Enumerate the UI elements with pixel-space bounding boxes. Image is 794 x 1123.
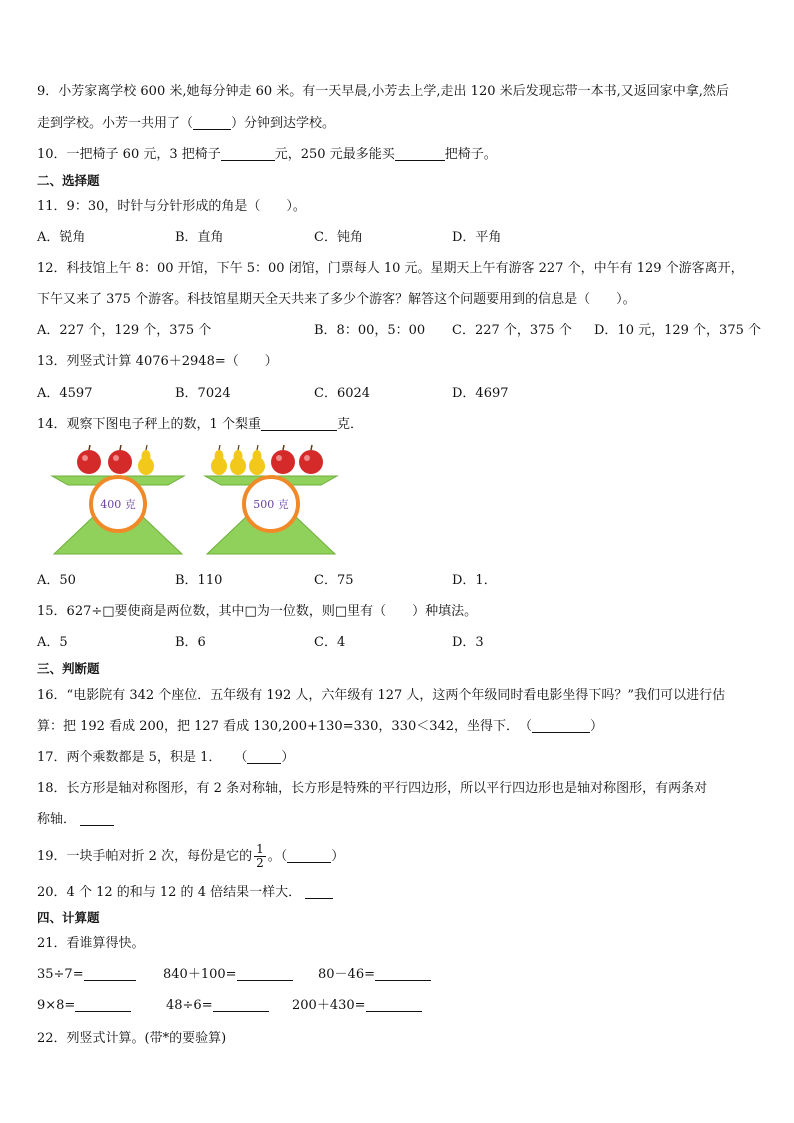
scale-1-reading: 400 克 bbox=[100, 498, 136, 511]
q19-text-c: ） bbox=[331, 849, 345, 864]
q19-line bbox=[37, 842, 344, 872]
q18-answer-blank[interactable] bbox=[80, 811, 114, 826]
q11-option-b[interactable]: B．直角 bbox=[175, 230, 224, 245]
q15-option-d[interactable]: D．3 bbox=[452, 635, 484, 650]
q14-option-a[interactable]: A．50 bbox=[37, 573, 76, 588]
q9-text-a: 走到学校。小芳一共用了（ bbox=[37, 116, 194, 131]
q15-text: 15．627÷□要使商是两位数，其中□为一位数，则□里有（ ）种填法。 bbox=[37, 604, 478, 619]
pear-icon bbox=[230, 445, 246, 475]
q18-line1: 18．长方形是轴对称图形，有 2 条对称轴，长方形是特殊的平行四边形，所以平行四边形也是轴对称图形，有两条对 bbox=[37, 781, 708, 796]
q10-blank-1[interactable] bbox=[221, 146, 275, 161]
q17-text-b: ） bbox=[281, 750, 295, 765]
q21-item-2 bbox=[163, 966, 293, 984]
section-heading-calculation: 四、计算题 bbox=[37, 910, 100, 925]
section-heading-judgement: 三、判断题 bbox=[37, 661, 100, 676]
q14-answer-blank[interactable] bbox=[261, 416, 337, 431]
q16-answer-blank[interactable] bbox=[532, 718, 590, 733]
pear-icon bbox=[249, 445, 265, 475]
apple-icon bbox=[108, 445, 132, 474]
q16-line1: 16．“电影院有 342 个座位．五年级有 192 人，六年级有 127 人，这两个年级同时看电影坐得下吗？”我们可以进行估 bbox=[37, 688, 726, 703]
scale-2-reading: 500 克 bbox=[253, 498, 289, 511]
q21-item-1-blank[interactable] bbox=[84, 966, 136, 981]
q12-option-c[interactable]: C．227 个，375 个 bbox=[452, 323, 572, 338]
q14-options bbox=[37, 572, 767, 590]
q21-item-6-expr: 200＋430= bbox=[292, 998, 366, 1013]
q11-option-c[interactable]: C．钝角 bbox=[314, 230, 363, 245]
q13-option-b[interactable]: B．7024 bbox=[175, 386, 231, 401]
q21-item-5 bbox=[166, 997, 269, 1015]
q15-option-a[interactable]: A．5 bbox=[37, 635, 68, 650]
q21-item-5-expr: 48÷6= bbox=[166, 998, 213, 1013]
q21-item-3 bbox=[318, 966, 431, 984]
apple-icon bbox=[77, 445, 101, 474]
q17-text-a: 17．两个乘数都是 5，积是 1． （ bbox=[37, 750, 248, 765]
q21-item-1-expr: 35÷7= bbox=[37, 967, 84, 982]
q14-option-b[interactable]: B．110 bbox=[175, 573, 223, 588]
q11-option-a[interactable]: A．锐角 bbox=[37, 230, 86, 245]
q12-option-d[interactable]: D．10 元，129 个，375 个 bbox=[594, 323, 761, 338]
q16-text-end: ） bbox=[590, 719, 604, 734]
q19-fraction bbox=[254, 843, 266, 870]
q22-title: 22．列竖式计算。(带*的要验算) bbox=[37, 1031, 227, 1046]
q9-text-b: ）分钟到达学校。 bbox=[231, 116, 336, 131]
q19-denominator: 2 bbox=[256, 856, 264, 870]
q11-text: 11．9：30，时针与分针形成的角是（ ）。 bbox=[37, 199, 306, 214]
q15-option-b[interactable]: B．6 bbox=[175, 635, 206, 650]
q11-options bbox=[37, 229, 767, 247]
q13-option-a[interactable]: A．4597 bbox=[37, 386, 93, 401]
q17-line bbox=[37, 749, 294, 767]
q13-options bbox=[37, 385, 767, 403]
q11-option-d[interactable]: D．平角 bbox=[452, 230, 502, 245]
q14-option-d[interactable]: D．1． bbox=[452, 573, 497, 588]
q10-text-a: 10．一把椅子 60 元，3 把椅子 bbox=[37, 147, 221, 162]
q9-answer-blank[interactable] bbox=[193, 115, 231, 130]
q21-item-2-blank[interactable] bbox=[237, 966, 293, 981]
q10-blank-2[interactable] bbox=[395, 146, 445, 161]
q12-line2: 下午又来了 375 个游客。科技馆星期天全天共来了多少个游客？解答这个问题要用到的信息是（ ）。 bbox=[37, 292, 636, 307]
q10-line bbox=[37, 146, 497, 164]
scale-1-image bbox=[48, 442, 188, 558]
q21-item-5-blank[interactable] bbox=[213, 997, 269, 1012]
q21-item-2-expr: 840＋100= bbox=[163, 967, 237, 982]
q16-line2 bbox=[37, 718, 603, 736]
q12-option-b[interactable]: B．8：00，5：00 bbox=[314, 323, 426, 338]
q21-item-4 bbox=[37, 997, 131, 1015]
q21-item-3-blank[interactable] bbox=[375, 966, 431, 981]
q9-line2 bbox=[37, 115, 335, 133]
scale-2-image bbox=[201, 442, 341, 558]
q21-item-4-expr: 9×8= bbox=[37, 998, 76, 1013]
q21-item-6 bbox=[292, 997, 422, 1015]
q19-answer-blank[interactable] bbox=[287, 848, 331, 863]
q21-item-1 bbox=[37, 966, 136, 984]
q21-item-4-blank[interactable] bbox=[75, 997, 131, 1012]
q19-text-b: 。（ bbox=[267, 849, 288, 864]
q17-answer-blank[interactable] bbox=[247, 749, 281, 764]
apple-icon bbox=[271, 445, 295, 474]
q21-title: 21．看谁算得快。 bbox=[37, 936, 145, 951]
q18-line2 bbox=[37, 811, 114, 829]
q20-text: 20．4 个 12 的和与 12 的 4 倍结果一样大． bbox=[37, 885, 302, 900]
q10-text-c: 把椅子。 bbox=[444, 147, 497, 162]
q12-line1: 12．科技馆上午 8：00 开馆，下午 5：00 闭馆，门票每人 10 元。星期天上午有游客 227 个，中午有 129 个游客离开， bbox=[37, 261, 744, 276]
q20-answer-blank[interactable] bbox=[305, 884, 333, 899]
q13-option-c[interactable]: C．6024 bbox=[314, 386, 371, 401]
pear-icon bbox=[211, 445, 227, 475]
q21-item-6-blank[interactable] bbox=[366, 997, 422, 1012]
q15-option-c[interactable]: C．4 bbox=[314, 635, 346, 650]
pear-icon bbox=[138, 445, 154, 475]
q16-text: 算：把 192 看成 200，把 127 看成 130,200+130=330，330＜342，坐得下． （ bbox=[37, 719, 533, 734]
q20-line bbox=[37, 884, 333, 902]
apple-icon bbox=[299, 445, 323, 474]
section-heading-choice: 二、选择题 bbox=[37, 173, 100, 188]
q9-line1: 9．小芳家离学校 600 米,她每分钟走 60 米。有一天早晨,小芳去上学,走出 120 米后发现忘带一本书,又返回家中拿,然后 bbox=[37, 84, 729, 99]
q10-text-b: 元，250 元最多能买 bbox=[274, 147, 395, 162]
q12-options bbox=[37, 322, 767, 340]
q14-text-b: 克． bbox=[336, 417, 363, 432]
q14-line bbox=[37, 416, 363, 434]
q21-item-3-expr: 80－46= bbox=[318, 967, 375, 982]
q14-text-a: 14．观察下图电子秤上的数，1 个梨重 bbox=[37, 417, 261, 432]
q13-text: 13．列竖式计算 4076＋2948=（ ） bbox=[37, 354, 278, 369]
q13-option-d[interactable]: D．4697 bbox=[452, 386, 509, 401]
q19-text-a: 19．一块手帕对折 2 次，每份是它的 bbox=[37, 849, 253, 864]
q12-option-a[interactable]: A．227 个，129 个，375 个 bbox=[37, 323, 212, 338]
q19-numerator: 1 bbox=[256, 842, 264, 856]
q18-text: 称轴． bbox=[37, 812, 77, 827]
q15-options bbox=[37, 634, 767, 652]
q14-option-c[interactable]: C．75 bbox=[314, 573, 354, 588]
